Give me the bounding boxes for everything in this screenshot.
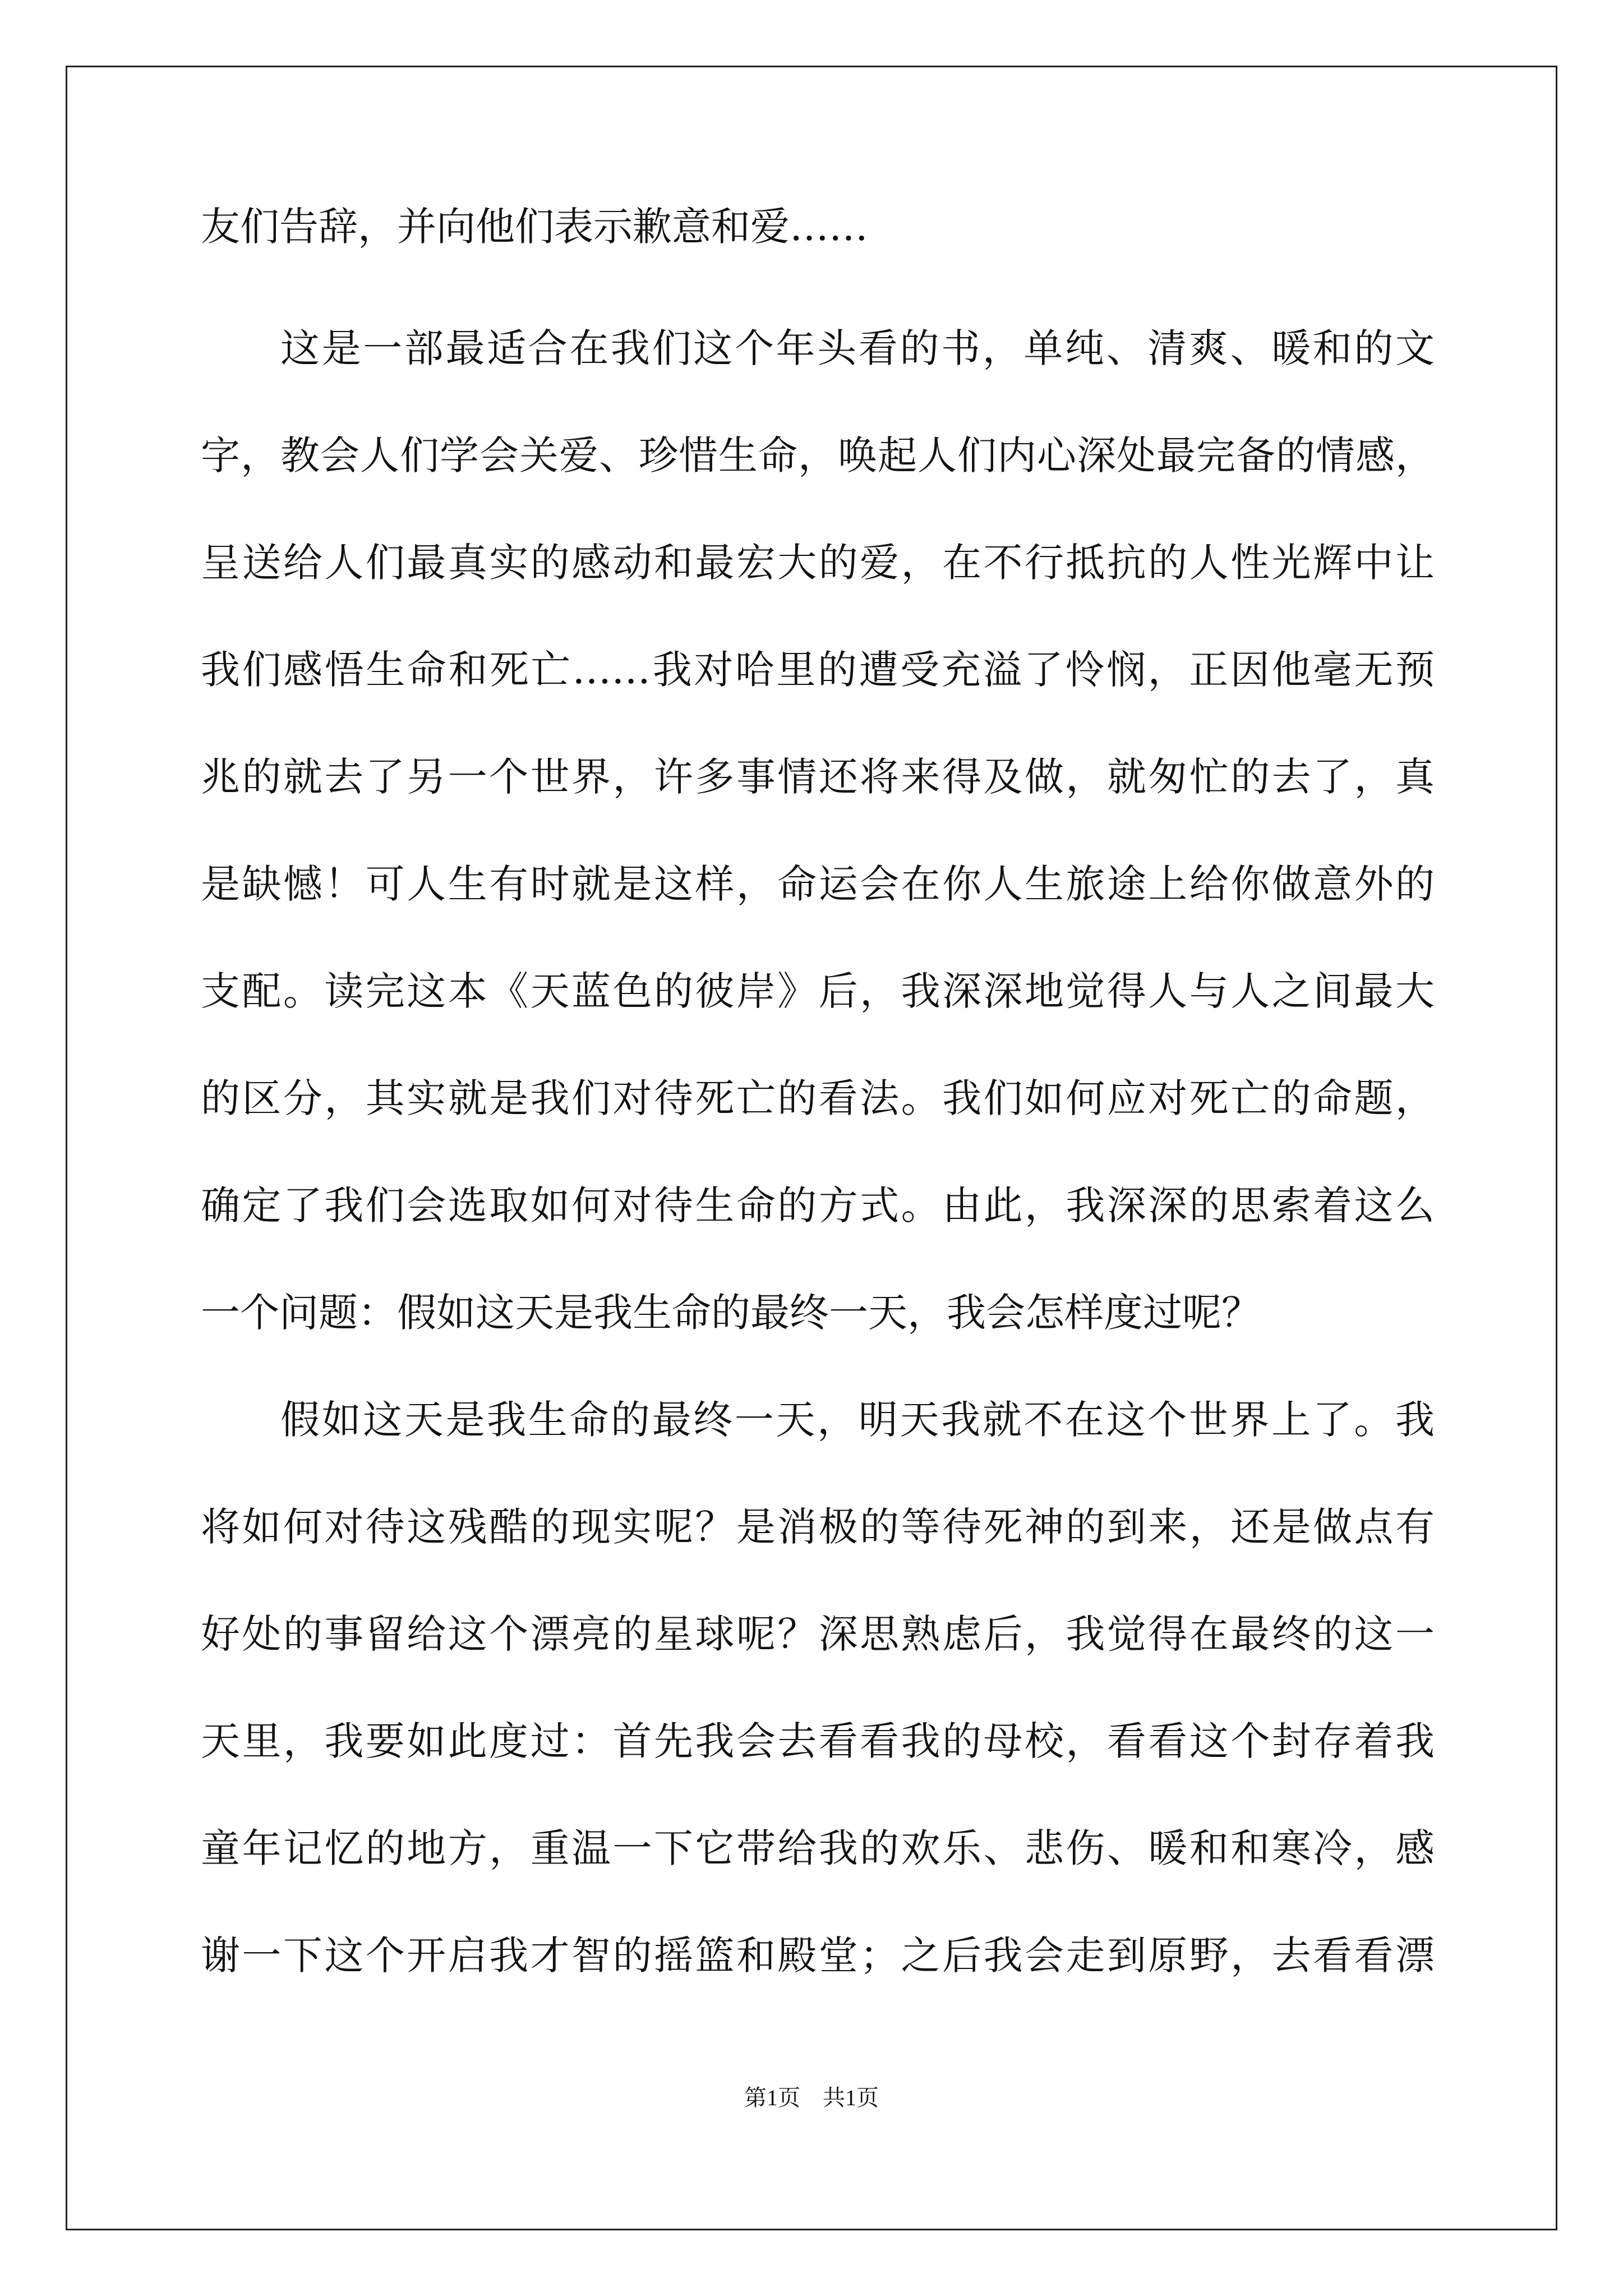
paragraph-first-line: 这是一部最适合在我们这个年头看的书，单纯、清爽、暖和的文 (280, 325, 1435, 371)
page-number-footer: 第1页 共1页 (744, 2085, 879, 2110)
text-line: 我们感悟生命和死亡……我对哈里的遭受充溢了怜悯，正因他毫无预 (201, 647, 1435, 693)
paragraph-first-line: 假如这天是我生命的最终一天，明天我就不在这个世界上了。我 (280, 1397, 1435, 1443)
text-line: 童年记忆的地方，重温一下它带给我的欢乐、悲伤、暖和和寒冷，感 (201, 1825, 1435, 1871)
text-line: 确定了我们会选取如何对待生命的方式。由此，我深深的思索着这么 (201, 1182, 1435, 1228)
text-line: 好处的事留给这个漂亮的星球呢？深思熟虑后，我觉得在最终的这一 (201, 1611, 1435, 1657)
text-line: 谢一下这个开启我才智的摇篮和殿堂；之后我会走到原野，去看看漂 (201, 1932, 1435, 1978)
text-line: 支配。读完这本《天蓝色的彼岸》后，我深深地觉得人与人之间最大 (201, 968, 1435, 1014)
text-line: 友们告辞，并向他们表示歉意和爱…… (201, 204, 868, 250)
text-line: 呈送给人们最真实的感动和最宏大的爱，在不行抵抗的人性光辉中让 (201, 540, 1435, 586)
page-border (66, 66, 1557, 2230)
text-line: 字，教会人们学会关爱、珍惜生命，唤起人们内心深处最完备的情感， (201, 432, 1435, 478)
text-line: 天里，我要如此度过：首先我会去看看我的母校，看看这个封存着我 (201, 1718, 1435, 1764)
text-line: 是缺憾！可人生有时就是这样，命运会在你人生旅途上给你做意外的 (201, 861, 1435, 907)
text-line: 将如何对待这残酷的现实呢？是消极的等待死神的到来，还是做点有 (201, 1504, 1435, 1550)
text-line: 兆的就去了另一个世界，许多事情还将来得及做，就匆忙的去了，真 (201, 754, 1435, 800)
text-line: 的区分，其实就是我们对待死亡的看法。我们如何应对死亡的命题， (201, 1075, 1435, 1121)
text-line: 一个问题：假如这天是我生命的最终一天，我会怎样度过呢？ (201, 1290, 1261, 1336)
